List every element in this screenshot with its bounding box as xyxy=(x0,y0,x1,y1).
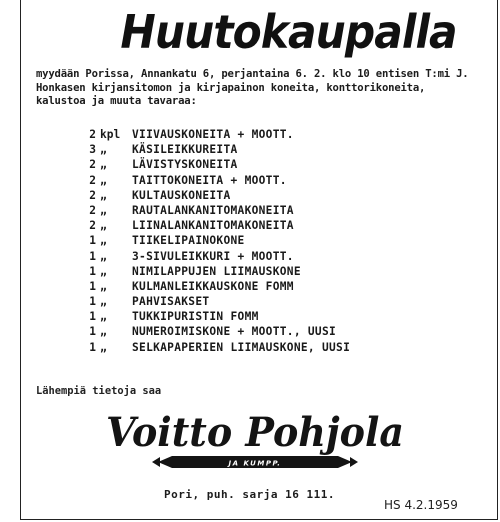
address-line: Pori, puh. sarja 16 111. xyxy=(164,488,335,501)
list-item xyxy=(84,188,484,203)
item-unit: „ xyxy=(100,203,107,217)
list-item xyxy=(84,173,484,188)
item-name: TUKKIPURISTIN FOMM xyxy=(132,310,259,324)
list-item xyxy=(84,218,484,233)
signature-logo xyxy=(105,400,405,480)
list-item xyxy=(84,127,484,142)
item-unit: „ xyxy=(100,219,107,233)
item-unit: „ xyxy=(100,234,107,248)
signature-ribbon-text: JA KUMPP. xyxy=(228,459,282,468)
item-name: KÄSILEIKKUREITA xyxy=(132,143,238,157)
item-quantity: 1 xyxy=(89,264,96,278)
item-name: KULTAUSKONEITA xyxy=(132,188,231,202)
list-item xyxy=(84,249,484,264)
item-unit: „ xyxy=(100,158,107,172)
item-unit: „ xyxy=(100,143,107,157)
list-item xyxy=(84,233,484,248)
item-list xyxy=(84,127,484,355)
item-unit: „ xyxy=(100,264,107,278)
item-name: LÄVISTYSKONEITA xyxy=(132,158,238,172)
item-quantity: 3 xyxy=(89,143,96,157)
item-quantity: 1 xyxy=(89,325,96,339)
intro-text: myydään Porissa, Annankatu 6, perjantaina 6. 2. klo 10 entisen T:mi J. Honkasen kirjansitomon ja kirjapainon koneita, konttorikoneita, kalustoa ja muuta tavaraa: xyxy=(36,68,469,108)
item-quantity: 2 xyxy=(89,128,96,141)
headline: Huutokaupalla xyxy=(120,5,457,59)
item-quantity: 2 xyxy=(89,173,96,187)
item-unit: „ xyxy=(100,340,107,354)
item-quantity: 1 xyxy=(89,279,96,293)
list-item xyxy=(84,309,484,324)
item-name: PAHVISAKSET xyxy=(132,295,210,309)
item-quantity: 1 xyxy=(89,249,96,263)
list-item xyxy=(84,203,484,218)
item-name: NIMILAPPUJEN LIIMAUSKONE xyxy=(132,264,301,278)
list-item xyxy=(84,264,484,279)
item-name: NUMEROIMISKONE + MOOTT., UUSI xyxy=(132,325,337,339)
item-quantity: 2 xyxy=(89,158,96,172)
item-name: LIINALANKANITOMAKONEITA xyxy=(132,219,294,233)
item-unit: „ xyxy=(100,310,107,324)
list-item xyxy=(84,157,484,172)
item-name: TIIKELIPAINOKONE xyxy=(132,234,245,248)
item-quantity: 1 xyxy=(89,234,96,248)
item-name: 3-SIVULEIKKURI + MOOTT. xyxy=(132,249,294,263)
item-unit: „ xyxy=(100,295,107,309)
item-unit: „ xyxy=(100,325,107,339)
item-name: KULMANLEIKKAUSKONE FOMM xyxy=(132,279,294,293)
item-name: RAUTALANKANITOMAKONEITA xyxy=(132,203,294,217)
item-unit: „ xyxy=(100,188,107,202)
item-quantity: 1 xyxy=(89,310,96,324)
list-item xyxy=(84,324,484,339)
item-unit: kpl xyxy=(100,128,121,141)
contact-label: Lähempiä tietoja saa xyxy=(36,385,162,397)
item-quantity: 1 xyxy=(89,340,96,354)
item-name: TAITTOKONEITA + MOOTT. xyxy=(132,173,287,187)
item-unit: „ xyxy=(100,279,107,293)
item-quantity: 2 xyxy=(89,219,96,233)
item-quantity: 2 xyxy=(89,203,96,217)
item-quantity: 1 xyxy=(89,295,96,309)
list-item xyxy=(84,142,484,157)
item-unit: „ xyxy=(100,173,107,187)
list-item xyxy=(84,340,484,355)
item-unit: „ xyxy=(100,249,107,263)
item-quantity: 2 xyxy=(89,188,96,202)
signature-name: Voitto Pohjola xyxy=(105,409,405,457)
list-item xyxy=(84,279,484,294)
item-name: SELKAPAPERIEN LIIMAUSKONE, UUSI xyxy=(132,340,351,354)
list-item xyxy=(84,294,484,309)
source-reference: HS 4.2.1959 xyxy=(384,498,458,512)
item-name: VIIVAUSKONEITA + MOOTT. xyxy=(132,128,294,141)
